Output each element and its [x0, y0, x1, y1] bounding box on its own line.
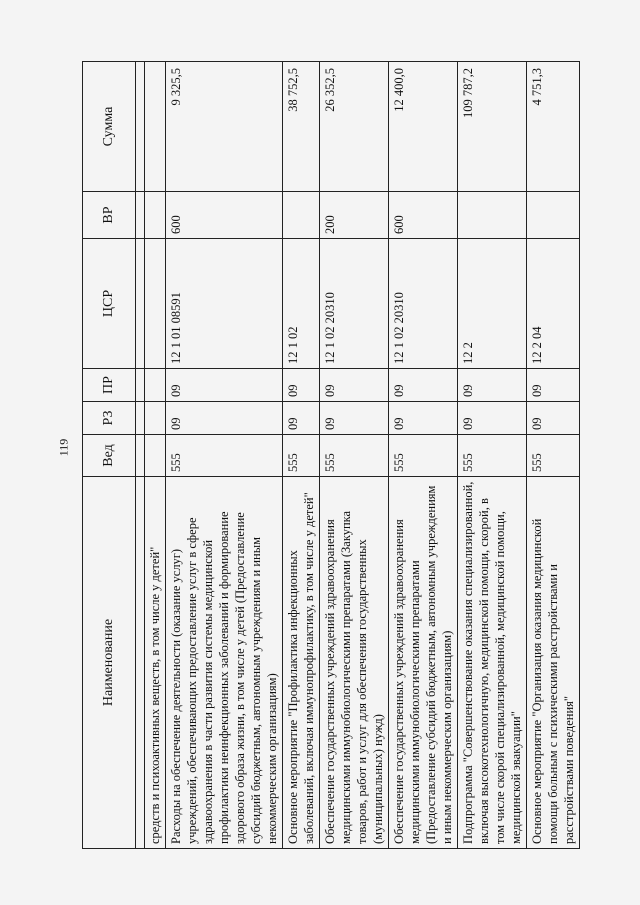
spacer-cell: [136, 402, 145, 435]
cell-ved: 555: [320, 435, 389, 477]
cell-csr: 12 2 04: [527, 239, 580, 369]
cell-rz: 09: [389, 402, 458, 435]
cell-pr: 09: [458, 369, 527, 402]
cell-sum: [145, 62, 166, 192]
table-row: [458, 62, 527, 849]
cell-sum: 12 400,0: [389, 62, 458, 192]
cell-ved: [145, 435, 166, 477]
cell-csr: 12 1 02: [283, 239, 320, 369]
spacer-cell: [136, 239, 145, 369]
cell-vr: [145, 192, 166, 239]
page-number: 119: [56, 438, 71, 457]
cell-rz: 09: [527, 402, 580, 435]
cell-csr: 12 2: [458, 239, 527, 369]
spacer-cell: [136, 435, 145, 477]
cell-name: Подпрограмма "Совершенствование оказания специализированной, включая высокотехнологичную, медицинской помощи, скорой, в том числе скорой специализированной, медицинской помощи, медицинской эвакуации": [458, 477, 527, 849]
table-row: [527, 62, 580, 849]
cell-ved: 555: [283, 435, 320, 477]
cell-vr: 600: [166, 192, 283, 239]
cell-sum: 109 787,2: [458, 62, 527, 192]
header-name: Наименование: [83, 477, 136, 849]
cell-name: Обеспечение государственных учреждений здравоохранения медицинскими иммунобиологическими препаратами (Закупка товаров, работ и услуг для обеспечения государственных (муниципальных) нужд): [320, 477, 389, 849]
cell-ved: 555: [166, 435, 283, 477]
cell-ved: 555: [389, 435, 458, 477]
cell-csr: 12 1 02 20310: [389, 239, 458, 369]
spacer-cell: [136, 369, 145, 402]
cell-sum: 9 325,5: [166, 62, 283, 192]
header-ved: Вед: [83, 435, 136, 477]
cell-rz: [145, 402, 166, 435]
cell-csr: [145, 239, 166, 369]
cell-vr: 200: [320, 192, 389, 239]
header-sum: Сумма: [83, 62, 136, 192]
cell-rz: 09: [283, 402, 320, 435]
cell-name: Основное мероприятие "Организация оказания медицинской помощи больным с психическими расстройствами и расстройствами поведения": [527, 477, 580, 849]
cell-sum: 38 752,5: [283, 62, 320, 192]
cell-ved: 555: [458, 435, 527, 477]
header-vr: ВР: [83, 192, 136, 239]
cell-name: средств и психоактивных веществ, в том числе у детей": [145, 477, 166, 849]
cell-pr: 09: [166, 369, 283, 402]
cell-csr: 12 1 02 20310: [320, 239, 389, 369]
header-csr: ЦСР: [83, 239, 136, 369]
cell-pr: 09: [527, 369, 580, 402]
spacer-cell: [136, 62, 145, 192]
table-row: [166, 62, 283, 849]
budget-table: [82, 61, 580, 849]
cell-rz: 09: [166, 402, 283, 435]
cell-sum: 26 352,5: [320, 62, 389, 192]
cell-vr: [283, 192, 320, 239]
cell-name: Основное мероприятие "Профилактика инфекционных заболеваний, включая иммунопрофилактику, в том числе у детей": [283, 477, 320, 849]
cell-pr: 09: [283, 369, 320, 402]
cell-sum: 4 751,3: [527, 62, 580, 192]
cell-ved: 555: [527, 435, 580, 477]
header-rz: РЗ: [83, 402, 136, 435]
cell-name: Расходы на обеспечение деятельности (оказание услуг) учреждений, обеспечивающих предоставление услуг в сфере здравоохранения в части развития системы медицинской профилактики неинфекционных заболеваний и формирование здорового образа жизни, в том числе у детей (Предоставление субсидий бюджетным, автономным учреждениям и иным некоммерческим организациям): [166, 477, 283, 849]
spacer-row: [136, 62, 145, 849]
spacer-cell: [136, 192, 145, 239]
table-row: [145, 62, 166, 849]
cell-csr: 12 1 01 08591: [166, 239, 283, 369]
table-row: [283, 62, 320, 849]
cell-pr: [145, 369, 166, 402]
cell-rz: 09: [320, 402, 389, 435]
table-row: [389, 62, 458, 849]
cell-vr: [527, 192, 580, 239]
cell-vr: 600: [389, 192, 458, 239]
table-row: [320, 62, 389, 849]
spacer-cell: [136, 477, 145, 849]
cell-pr: 09: [320, 369, 389, 402]
cell-name: Обеспечение государственных учреждений здравоохранения медицинскими иммунобиологическими препаратами (Предоставление субсидий бюджетным, автономным учреждениям и иным некоммерческим организациям): [389, 477, 458, 849]
table-header-row: [83, 62, 136, 849]
cell-rz: 09: [458, 402, 527, 435]
cell-pr: 09: [389, 369, 458, 402]
rotated-table-container: [82, 62, 583, 849]
header-pr: ПР: [83, 369, 136, 402]
cell-vr: [458, 192, 527, 239]
